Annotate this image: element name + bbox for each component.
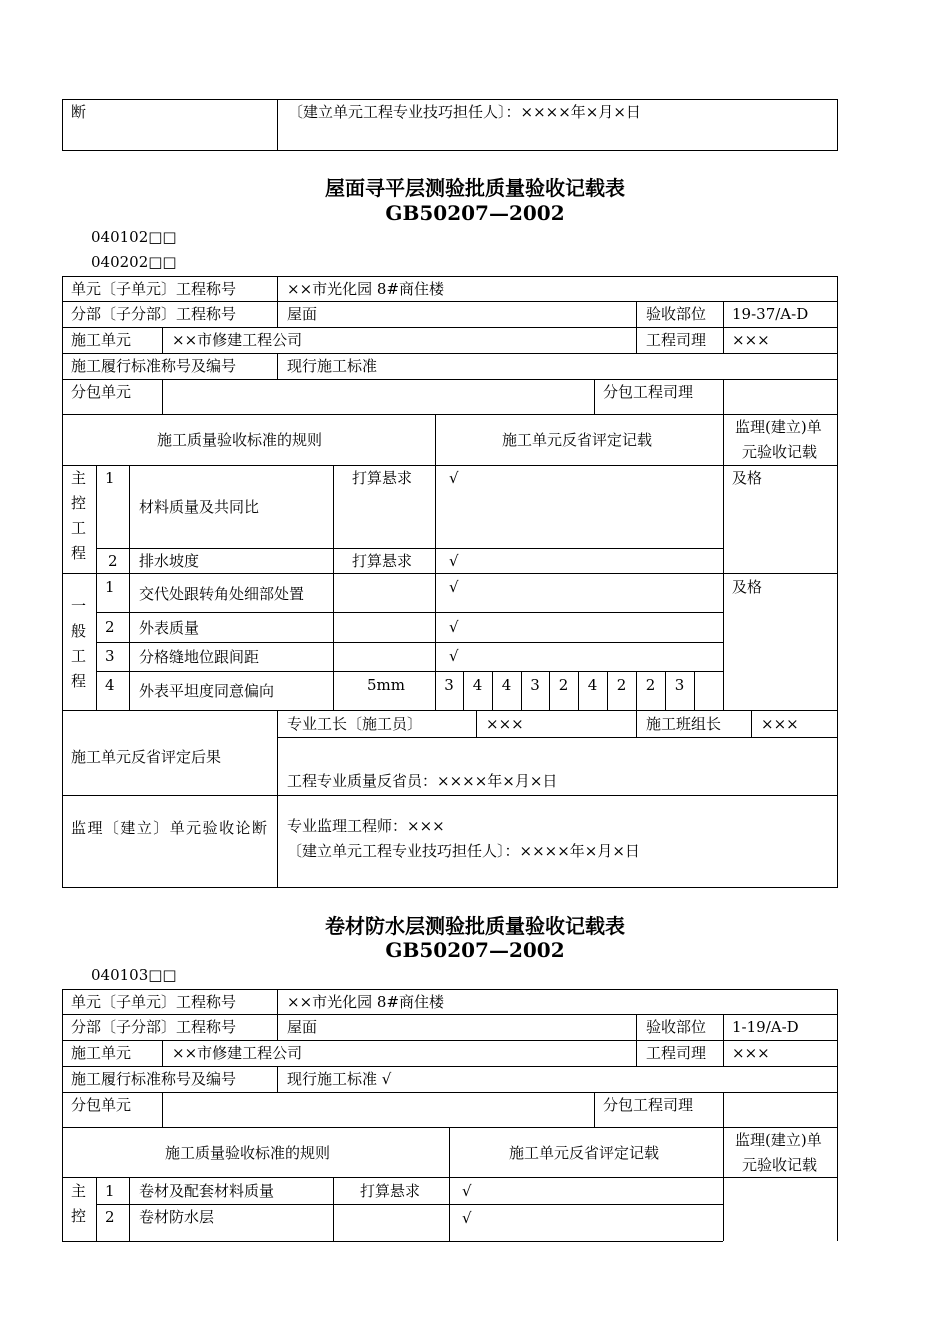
table-border [62,276,63,887]
flatness-value: 2 [558,676,569,694]
table-border [62,379,838,380]
main-group-char: 程 [71,544,87,562]
representative-text: 〔建立单元工程专业技巧担任人〕：××××年×月×日 [287,842,640,860]
table-border [277,99,278,150]
supervision-label-text: 监理〔建立〕单元验收论断 [71,819,267,837]
table-border [96,612,723,613]
table-border [723,1014,724,1066]
general-group-char: 一 [71,597,87,615]
team-leader-value: ××× [761,715,799,733]
table-border [62,1177,838,1178]
item-check: √ [449,647,459,665]
engineer-text: 专业监理工程师：××× [287,817,445,835]
table-border [837,989,838,1241]
sub-project-value: 屋面 [287,305,318,323]
sub-manager-label: 分包工程司理 [603,383,694,401]
supervision-header-2: 元验收记载 [742,1156,818,1174]
table-border [96,465,97,710]
unit-project-value: ××市光化园 8#商住楼 [287,280,445,298]
sub-unit-label: 分包单元 [71,383,132,401]
item-name: 分格缝地位跟间距 [139,648,260,666]
table-border [594,379,595,414]
sub-unit-label: 分包单元 [71,1096,132,1114]
team-leader-label: 施工班组长 [646,715,722,733]
table-border [277,989,278,1040]
flatness-value: 3 [530,676,540,694]
item-req: 打算悬求 [360,1182,421,1200]
item-no: 4 [105,676,115,694]
self-check-header: 施工单元反省评定记载 [509,1144,660,1162]
construct-unit-label: 施工单元 [71,1044,132,1062]
table-border [62,99,838,100]
standard-value: 现行施工标准 √ [287,1070,392,1088]
table-border [333,465,334,710]
sub-project-label: 分部〔子分部〕工程称号 [71,305,237,323]
manager-label: 工程司理 [646,331,707,349]
foreman-value: ××× [486,715,524,733]
table-border [636,301,637,353]
table-border [62,887,838,888]
main-group-char: 主 [71,1182,87,1200]
rules-header: 施工质量验收标准的规则 [157,431,323,449]
table-border [62,1066,838,1067]
item-name: 外表平坦度同意偏向 [139,682,275,700]
manager-value: ××× [732,331,770,349]
table-border [62,989,63,1241]
form1-code-2: 040202□□ [91,253,177,271]
table-border [277,276,278,327]
table-border [476,710,477,737]
table-border [62,301,838,302]
flatness-value: 4 [472,676,483,694]
fragment-text: 〔建立单元工程专业技巧担任人〕：××××年×月×日 [288,103,641,121]
item-name: 材料质量及共同比 [139,498,260,516]
table-border [96,671,723,672]
main-group-char: 主 [71,469,87,487]
table-border [62,573,838,574]
item-name: 外表质量 [139,619,200,637]
table-border [129,465,130,710]
sub-manager-label: 分包工程司理 [603,1096,694,1114]
construct-unit-value: ××市修建工程公司 [172,331,303,349]
main-group-char: 控 [71,1207,87,1225]
item-check: √ [449,469,459,487]
rules-header: 施工质量验收标准的规则 [165,1144,331,1162]
table-border [723,379,724,414]
item-no: 2 [108,552,118,570]
item-no: 2 [105,1208,115,1226]
table-border [62,327,838,328]
flatness-value: 4 [587,676,598,694]
item-name: 交代处跟转角处细部处置 [139,585,305,603]
table-border [723,301,724,353]
table-border [62,1127,838,1128]
table-border [636,710,637,737]
item-check: √ [462,1209,472,1227]
table-border [594,1092,595,1127]
standard-label: 施工履行标准称号及编号 [71,357,237,375]
sub-project-value: 屋面 [287,1018,318,1036]
table-border [277,1066,278,1092]
table-border [62,1241,723,1242]
table-border [162,1040,163,1066]
form1-title: 屋面寻平层测验批质量验收记载表 [325,176,625,200]
self-result-label: 施工单元反省评定后果 [71,748,222,766]
table-border [723,414,724,710]
item-check: √ [449,618,459,636]
manager-label: 工程司理 [646,1044,707,1062]
main-group-char: 控 [71,494,87,512]
accept-part-value: 19-37/A-D [732,305,809,323]
table-border [62,1092,838,1093]
table-border [162,327,163,353]
table-border [751,710,752,737]
form2-title: 卷材防水层测验批质量验收记载表 [325,914,625,938]
table-border [62,353,838,354]
table-border [62,99,63,150]
item-check: √ [462,1182,472,1200]
table-border [694,671,695,710]
unit-project-label: 单元〔子单元〕工程称号 [71,993,237,1011]
table-border [96,1204,723,1205]
table-border [162,379,163,414]
flatness-value: 4 [501,676,512,694]
accept-part-label: 验收部位 [646,305,707,323]
flatness-value: 2 [616,676,627,694]
item-req: 5mm [367,676,405,694]
table-border [62,276,838,277]
unit-project-value: ××市光化园 8#商住楼 [287,993,445,1011]
construct-unit-value: ××市修建工程公司 [172,1044,303,1062]
table-border [96,1177,97,1241]
accept-part-label: 验收部位 [646,1018,707,1036]
standard-value: 现行施工标准 [287,357,378,375]
flatness-value: 3 [674,676,685,694]
table-border [62,795,838,796]
table-border [62,465,838,466]
table-border [62,710,838,711]
general-group-char: 般 [71,622,87,640]
item-no: 1 [105,469,115,487]
flatness-value: 2 [645,676,656,694]
item-req: 打算悬求 [352,469,413,487]
item-no: 1 [105,578,115,596]
table-border [96,642,723,643]
table-border [723,1092,724,1241]
table-border [162,1092,163,1127]
general-result: 及格 [732,578,763,596]
table-border [62,989,838,990]
table-border [837,99,838,150]
item-name: 排水坡度 [139,552,200,570]
item-name: 卷材及配套材料质量 [139,1182,275,1200]
fragment-label: 断 [71,103,87,121]
table-border [277,353,278,379]
main-result: 及格 [732,469,763,487]
item-no: 1 [105,1182,115,1200]
unit-project-label: 单元〔子单元〕工程称号 [71,280,237,298]
table-border [435,414,436,710]
foreman-label: 专业工长〔施工员〕 [287,715,423,733]
general-group-char: 工 [71,647,87,665]
item-req: 打算悬求 [352,552,413,570]
table-border [449,1127,450,1241]
inspector-text: 工程专业质量反省员：××××年×月×日 [287,772,558,790]
item-check: √ [449,578,459,596]
general-group-char: 程 [71,672,87,690]
item-name: 卷材防水层 [139,1208,215,1226]
sub-project-label: 分部〔子分部〕工程称号 [71,1018,237,1036]
form1-code-1: 040102□□ [91,228,177,246]
table-border [333,1177,334,1241]
table-border [636,1014,637,1066]
flatness-value: 3 [444,676,454,694]
form1-standard: GB50207—2002 [385,201,565,225]
form2-code: 040103□□ [91,966,177,984]
supervision-label [71,816,267,841]
item-check: √ [449,552,459,570]
manager-value: ××× [732,1044,770,1062]
supervision-header-2: 元验收记载 [742,443,818,461]
supervision-header-1: 监理(建立)单 [735,418,822,436]
table-border [277,710,278,887]
self-check-header: 施工单元反省评定记载 [502,431,653,449]
item-no: 3 [105,647,115,665]
table-border [62,414,838,415]
form2-standard: GB50207—2002 [385,938,565,962]
table-border [62,1014,838,1015]
table-border [129,1177,130,1241]
table-border [96,548,723,549]
accept-part-value: 1-19/A-D [732,1018,799,1036]
table-border [277,737,838,738]
construct-unit-label: 施工单元 [71,331,132,349]
table-border [62,1040,838,1041]
item-no: 2 [105,618,115,636]
supervision-header-1: 监理(建立)单 [735,1131,822,1149]
standard-label: 施工履行标准称号及编号 [71,1070,237,1088]
table-border [62,150,838,151]
table-border [837,276,838,887]
main-group-char: 工 [71,519,87,537]
